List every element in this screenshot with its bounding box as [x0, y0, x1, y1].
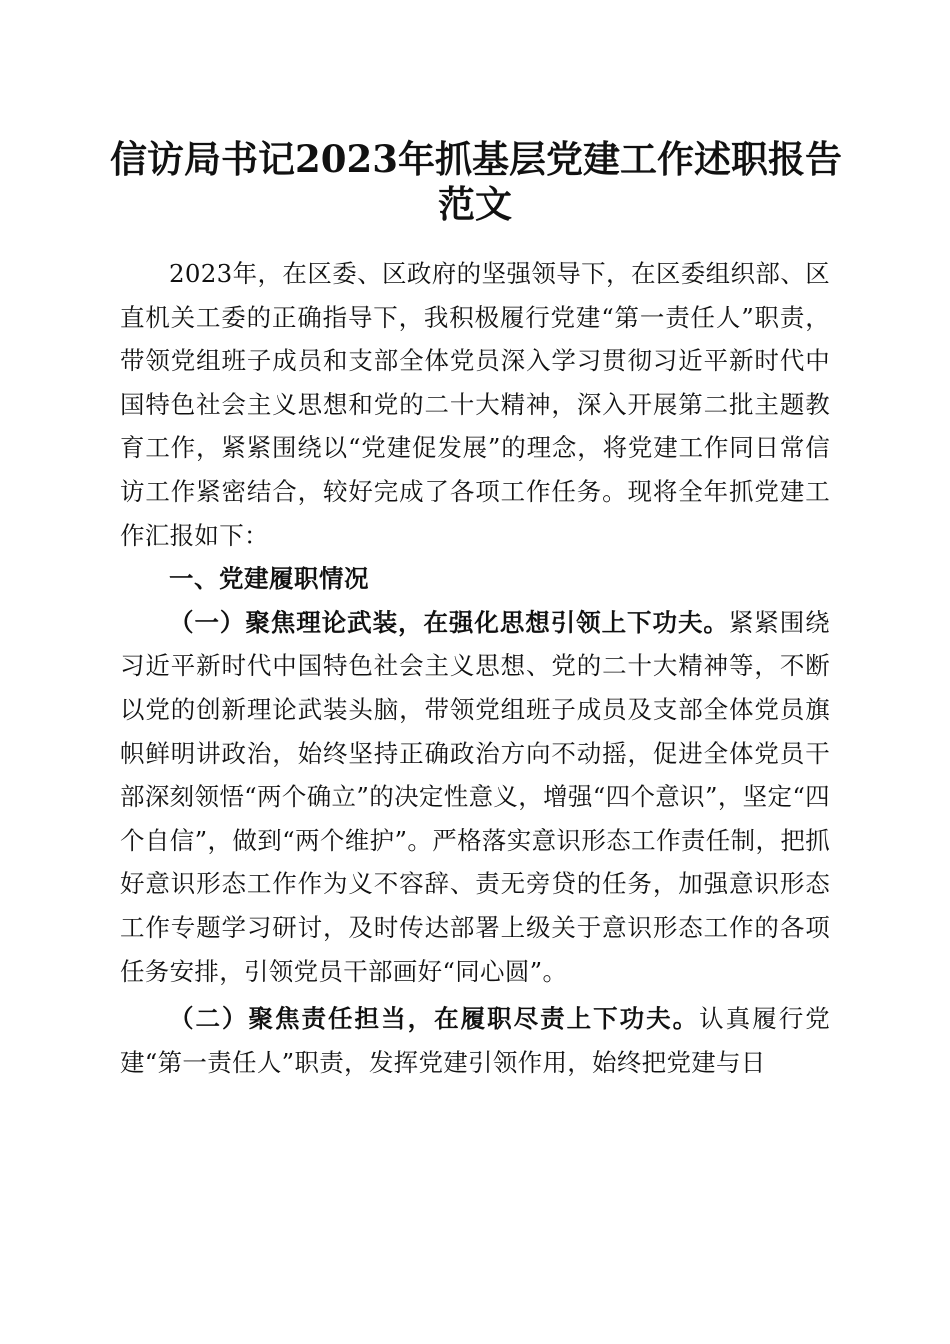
item-1-paragraph [120, 601, 830, 993]
item-2-lead: （二）聚焦责任担当，在履职尽责上下功夫。 [169, 1004, 700, 1034]
intro-paragraph: 2023年，在区委、区政府的坚强领导下，在区委组织部、区直机关工委的正确指导下，我积极履行党建“第一责任人”职责，带领党组班子成员和支部全体党员深入学习贯彻习近平新时代中国特色社会主义思想和党的二十大精神，深入开展第二批主题教育工作，紧紧围绕以“党建促发展”的理念，将党建工作同日常信访工作紧密结合，较好完成了各项工作任务。现将全年抓党建工作汇报如下： [120, 259, 830, 550]
item-2-body: 认真履行党建“第一责任人”职责，发挥党建引领作用，始终把党建与日 [120, 1004, 831, 1077]
document-title-line-2: 范文 [438, 182, 512, 226]
item-1-body: 紧紧围绕习近平新时代中国特色社会主义思想、党的二十大精神等，不断以党的创新理论武装头脑，带领党组班子成员及支部全体党员旗帜鲜明讲政治，始终坚持正确政治方向不动摇，促进全体党员干部深刻领悟“两个确立”的决定性意义，增强“四个意识”，坚定“四个自信”，做到“两个维护”。严格落实意识形态工作责任制，把抓好意识形态工作作为义不容辞、责无旁贷的任务，加强意识形态工作专题学习研讨，及时传达部署上级关于意识形态工作的各项任务安排，引领党员干部画好“同心圆”。 [120, 607, 830, 986]
section-heading-1: 一、党建履职情况 [169, 564, 369, 594]
item-2-paragraph [120, 997, 830, 1084]
document-title-line-1: 信访局书记2023年抓基层党建工作述职报告 [110, 137, 842, 181]
item-1-lead: （一）聚焦理论武装，在强化思想引领上下功夫。 [169, 607, 729, 637]
document-body [120, 252, 830, 1084]
